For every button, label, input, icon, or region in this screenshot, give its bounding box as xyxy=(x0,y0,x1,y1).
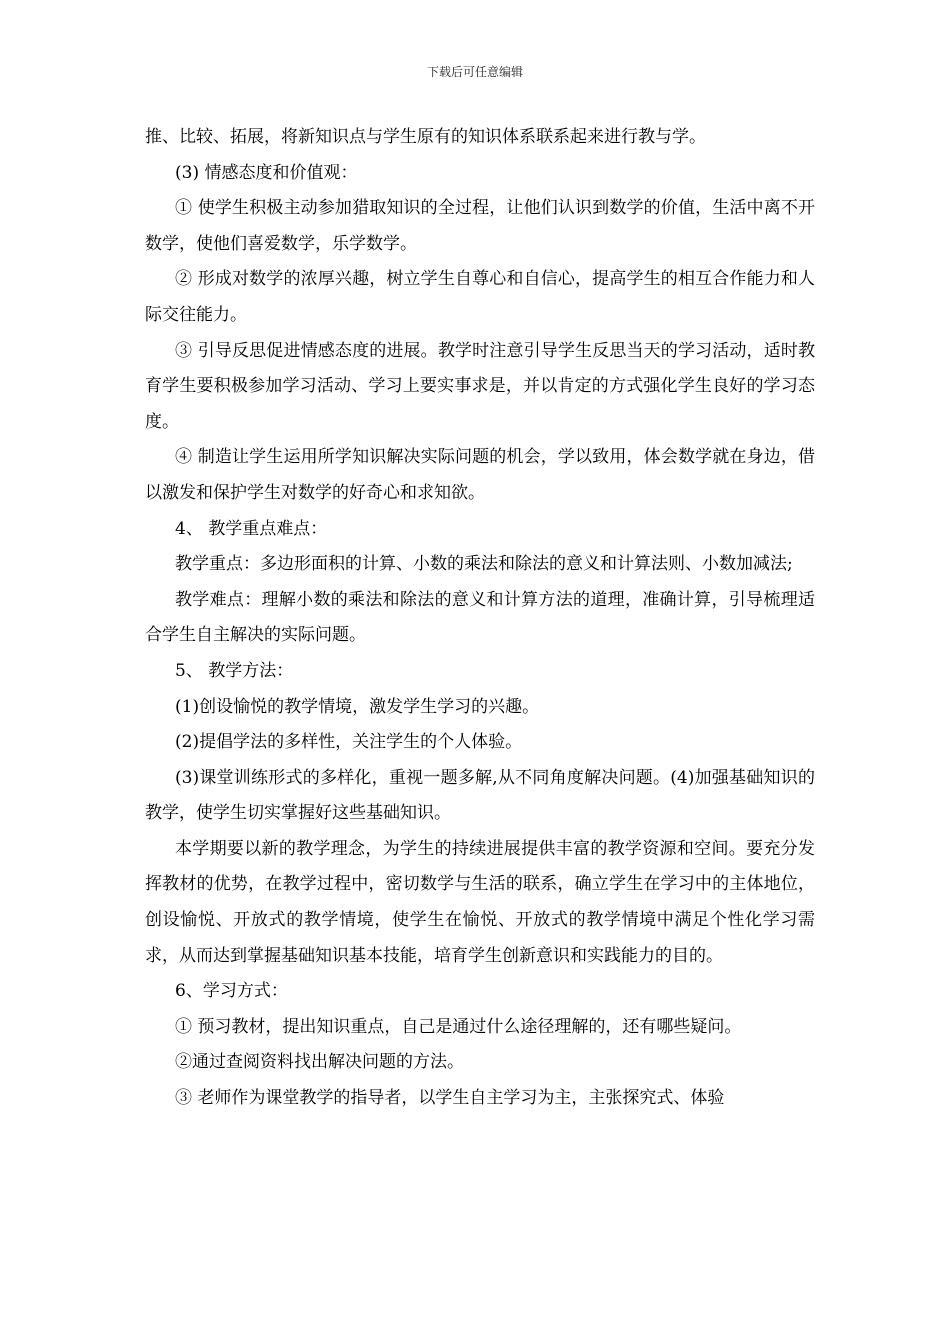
paragraph-key-points: 教学重点：多边形面积的计算、小数的乘法和除法的意义和计算法则、小数加减法; xyxy=(175,554,793,575)
learning-item-3: ③ 老师作为课堂教学的指导者，以学生自主学习为主，主张探究式、体验 xyxy=(175,1088,725,1109)
method-item-2: (2)提倡学法的多样性，关注学生的个人体验。 xyxy=(175,732,523,753)
list-item-2: ② 形成对数学的浓厚兴趣，树立学生自尊心和自信心，提高学生的相互合作能力和人际交往能力。 xyxy=(145,269,815,325)
document-body xyxy=(145,120,815,1117)
paragraph-continuation: 推、比较、拓展，将新知识点与学生原有的知识体系联系起来进行教与学。 xyxy=(145,127,706,147)
list-item-3: ③ 引导反思促进情感态度的进展。教学时注意引导学生反思当天的学习活动，适时教育学生要积极参加学习活动、学习上要实事求是，并以肯定的方式强化学生良好的学习态度。 xyxy=(145,340,815,432)
method-item-1: (1)创设愉悦的教学情境，激发学生学习的兴趣。 xyxy=(175,696,540,717)
learning-item-2: ②通过查阅资料找出解决问题的方法。 xyxy=(175,1052,464,1073)
section-heading-key-points: 4、 教学重点难点： xyxy=(175,518,328,539)
section-heading-learning-modes: 6、学习方式： xyxy=(175,981,288,1002)
paragraph-semester-goals: 本学期要以新的教学理念，为学生的持续进展提供丰富的教学资源和空间。要充分发挥教材的优势，在教学过程中，密切数学与生活的联系，确立学生在学习中的主体地位，创设愉悦、开放式的教学情境，使学生在愉悦、开放式的教学情境中满足个性化学习需求，从而达到掌握基础知识基本技能，培育学生创新意识和实践能力的目的。 xyxy=(145,838,815,966)
list-item-1: ① 使学生积极主动参加猎取知识的全过程，让他们认识到数学的价值，生活中离不开数学，使他们喜爱数学，乐学数学。 xyxy=(145,198,815,254)
learning-item-1: ① 预习教材，提出知识重点，自己是通过什么途径理解的，还有哪些疑问。 xyxy=(175,1016,742,1037)
method-item-3-4: (3)课堂训练形式的多样化，重视一题多解,从不同角度解决问题。(4)加强基础知识的教学，使学生切实掌握好这些基础知识。 xyxy=(145,767,815,824)
section-heading-emotion-attitude: (3) 情感态度和价值观： xyxy=(175,162,358,183)
paragraph-difficulties: 教学难点：理解小数的乘法和除法的意义和计算方法的道理，准确计算，引导梳理适合学生自主解决的实际问题。 xyxy=(145,589,815,646)
page-header: 下载后可任意编辑 xyxy=(426,65,523,79)
section-heading-methods: 5、 教学方法： xyxy=(175,660,294,681)
list-item-4: ④ 制造让学生运用所学知识解决实际问题的机会，学以致用，体会数学就在身边，借以激发和保护学生对数学的好奇心和求知欲。 xyxy=(145,447,815,503)
